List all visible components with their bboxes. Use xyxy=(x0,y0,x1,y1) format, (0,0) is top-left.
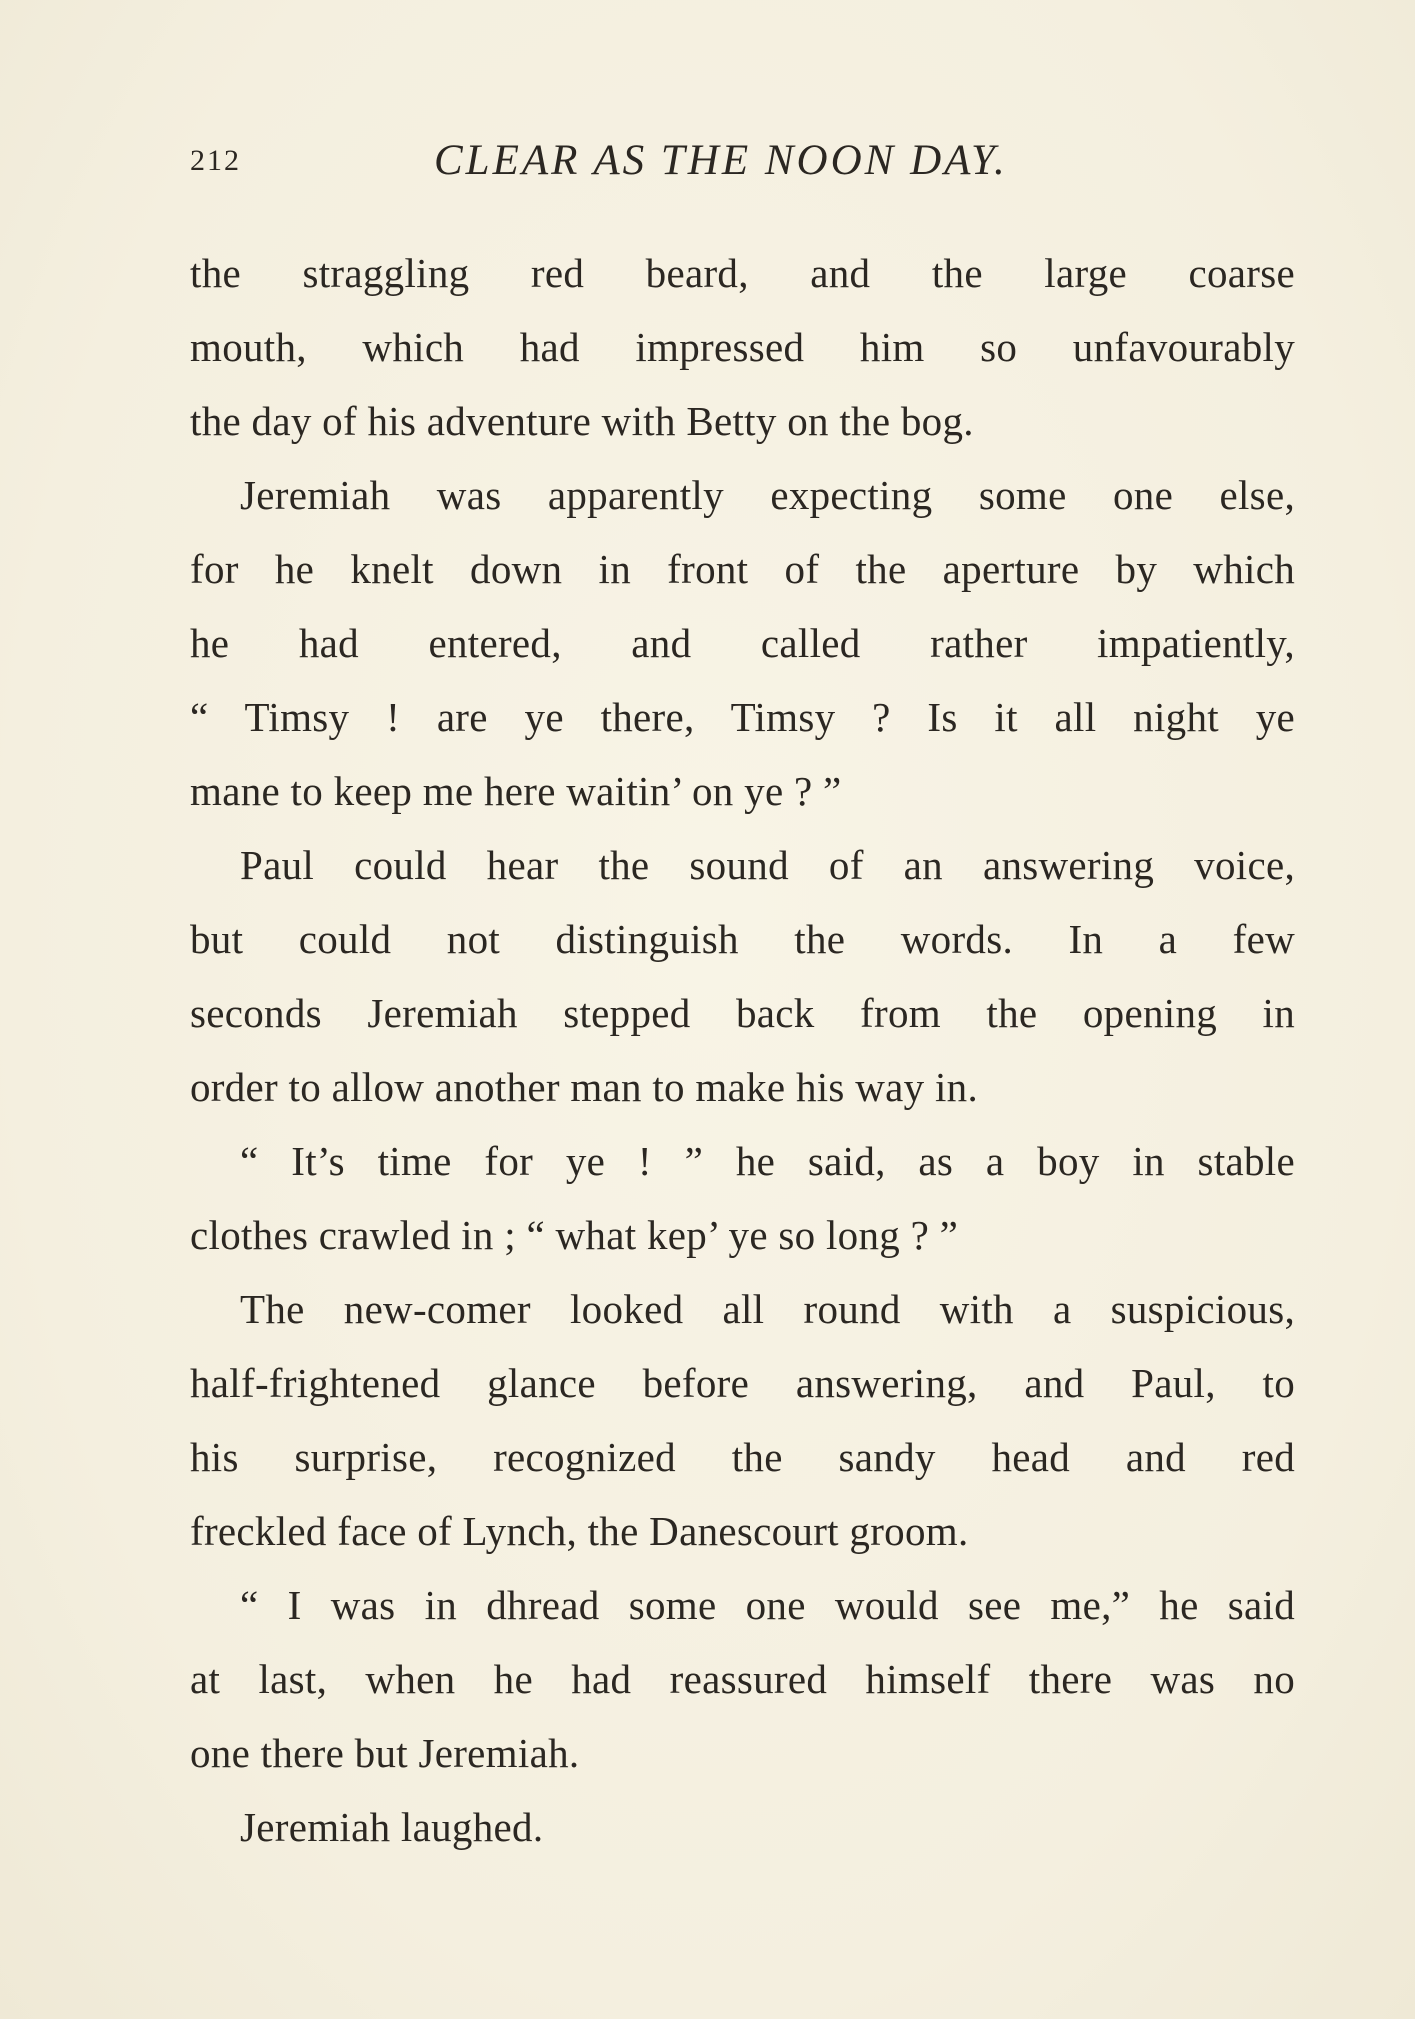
text-line: clothes crawled in ; “ what kep’ ye so long ? ” xyxy=(190,1212,959,1258)
text-line: “ Timsy ! are ye there, Timsy ? Is it all night ye xyxy=(190,694,1295,740)
running-title: CLEAR AS THE NOON DAY. xyxy=(434,137,1008,184)
text-line: order to allow another man to make his way in. xyxy=(190,1064,979,1110)
text-line: but could not distinguish the words. In a few xyxy=(190,916,1295,962)
text-line: mane to keep me here waitin’ on ye ? ” xyxy=(190,768,842,814)
running-head xyxy=(190,136,1290,186)
text-line: the day of his adventure with Betty on the bog. xyxy=(190,398,974,444)
text-line: “ It’s time for ye ! ” he said, as a boy in stable xyxy=(240,1138,1295,1184)
text-line: Jeremiah laughed. xyxy=(240,1804,544,1850)
text-line: The new-comer looked all round with a suspicious, xyxy=(240,1286,1295,1332)
text-line: freckled face of Lynch, the Danescourt groom. xyxy=(190,1508,969,1554)
text-line: “ I was in dhread some one would see me,” he said xyxy=(240,1582,1295,1628)
page-number: 212 xyxy=(190,144,241,177)
text-line: he had entered, and called rather impatiently, xyxy=(190,620,1295,666)
text-line: Jeremiah was apparently expecting some one else, xyxy=(240,472,1295,518)
text-line: for he knelt down in front of the aperture by which xyxy=(190,546,1295,592)
text-line: one there but Jeremiah. xyxy=(190,1730,580,1776)
text-line: his surprise, recognized the sandy head and red xyxy=(190,1434,1295,1480)
text-line: the straggling red beard, and the large coarse xyxy=(190,250,1295,296)
text-line: half-frightened glance before answering, and Paul, to xyxy=(190,1360,1295,1406)
text-line: Paul could hear the sound of an answering voice, xyxy=(240,842,1295,888)
text-line: at last, when he had reassured himself there was no xyxy=(190,1656,1295,1702)
body-text xyxy=(190,236,1295,1864)
text-line: seconds Jeremiah stepped back from the opening in xyxy=(190,990,1295,1036)
text-line: mouth, which had impressed him so unfavourably xyxy=(190,324,1295,370)
